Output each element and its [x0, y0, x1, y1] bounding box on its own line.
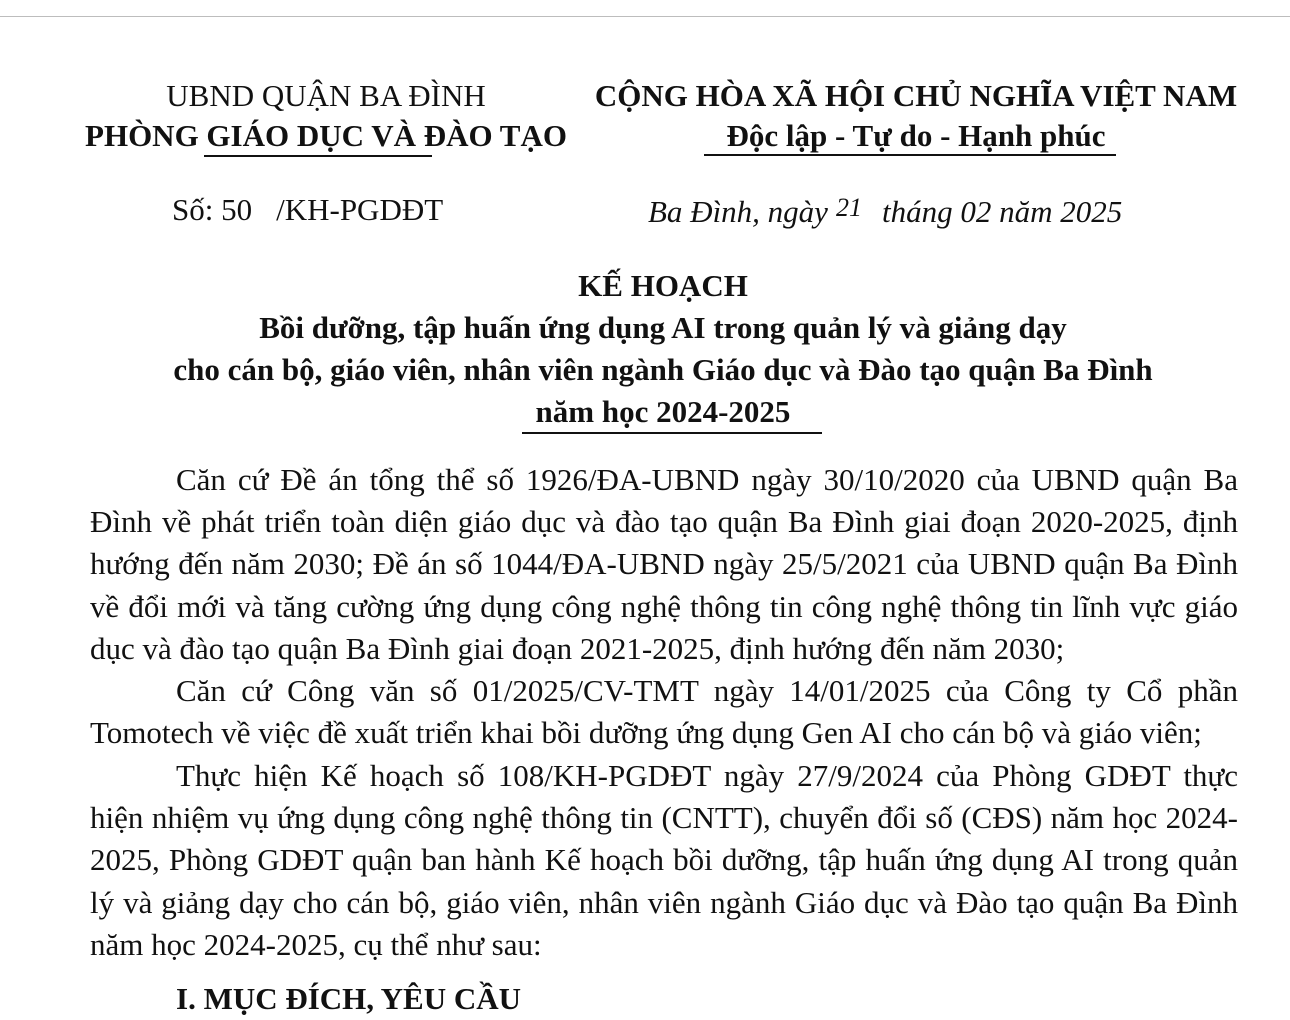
date-prefix: Ba Đình, ngày: [648, 194, 828, 229]
paragraph-legal-basis-1: Căn cứ Đề án tổng thể số 1926/ĐA-UBND ngày 30/10/2020 của UBND quận Ba Đình về phát triển toàn diện giáo dục và đào tạo quận Ba Đình giai đoạn 2020-2025, định hướng đến năm 2030; Đề án số 1044/ĐA-UBND ngày 25/5/2021 của UBND quận Ba Đình về đổi mới và tăng cường ứng dụng công nghệ thông tin công nghệ thông tin lĩnh vực giáo dục và đào tạo quận Ba Đình giai đoạn 2021-2025, định hướng đến năm 2030;: [90, 462, 1238, 666]
document-number: [172, 192, 443, 228]
paragraph-implementation: Thực hiện Kế hoạch số 108/KH-PGDĐT ngày 27/9/2024 của Phòng GDĐT thực hiện nhiệm vụ ứng dụng công nghệ thông tin (CNTT), chuyển đổi số (CĐS) năm học 2024-2025, Phòng GDĐT quận ban hành Kế hoạch bồi dưỡng, tập huấn ứng dụng AI trong quản lý và giảng dạy cho cán bộ, giáo viên, nhân viên ngành Giáo dục và Đào tạo quận Ba Đình năm học 2024-2025, cụ thể như sau:: [90, 758, 1238, 962]
section-heading-purpose: I. MỤC ĐÍCH, YÊU CẦU: [176, 981, 522, 1016]
national-title: CỘNG HÒA XÃ HỘI CHỦ NGHĨA VIỆT NAM: [594, 78, 1238, 113]
date-suffix: tháng 02 năm 2025: [881, 194, 1123, 229]
document-subject-line-1: Bồi dưỡng, tập huấn ứng dụng AI trong quản lý và giảng dạy: [259, 310, 1067, 345]
document-number-suffix: /KH-PGDĐT: [276, 192, 444, 227]
document-type-title: KẾ HOẠCH: [578, 268, 748, 303]
document-number-label: Số: 50: [172, 192, 253, 227]
title-underline: [522, 432, 822, 434]
issuing-department: PHÒNG GIÁO DỤC VÀ ĐÀO TẠO: [85, 118, 567, 153]
date-day: 21: [835, 193, 862, 222]
document-date: [648, 194, 1122, 230]
national-motto: Độc lập - Tự do - Hạnh phúc: [726, 118, 1106, 153]
department-underline: [204, 155, 432, 157]
page-top-border: [0, 16, 1290, 17]
document-subject-line-3: năm học 2024-2025: [535, 394, 791, 429]
paragraph-legal-basis-2: Căn cứ Công văn số 01/2025/CV-TMT ngày 14/01/2025 của Công ty Cổ phần Tomotech về việc đề xuất triển khai bồi dưỡng ứng dụng Gen AI cho cán bộ và giáo viên;: [90, 673, 1238, 751]
document-subject-line-2: cho cán bộ, giáo viên, nhân viên ngành Giáo dục và Đào tạo quận Ba Đình: [173, 352, 1153, 387]
issuing-authority: UBND QUẬN BA ĐÌNH: [166, 78, 486, 113]
motto-underline: [704, 154, 1116, 156]
